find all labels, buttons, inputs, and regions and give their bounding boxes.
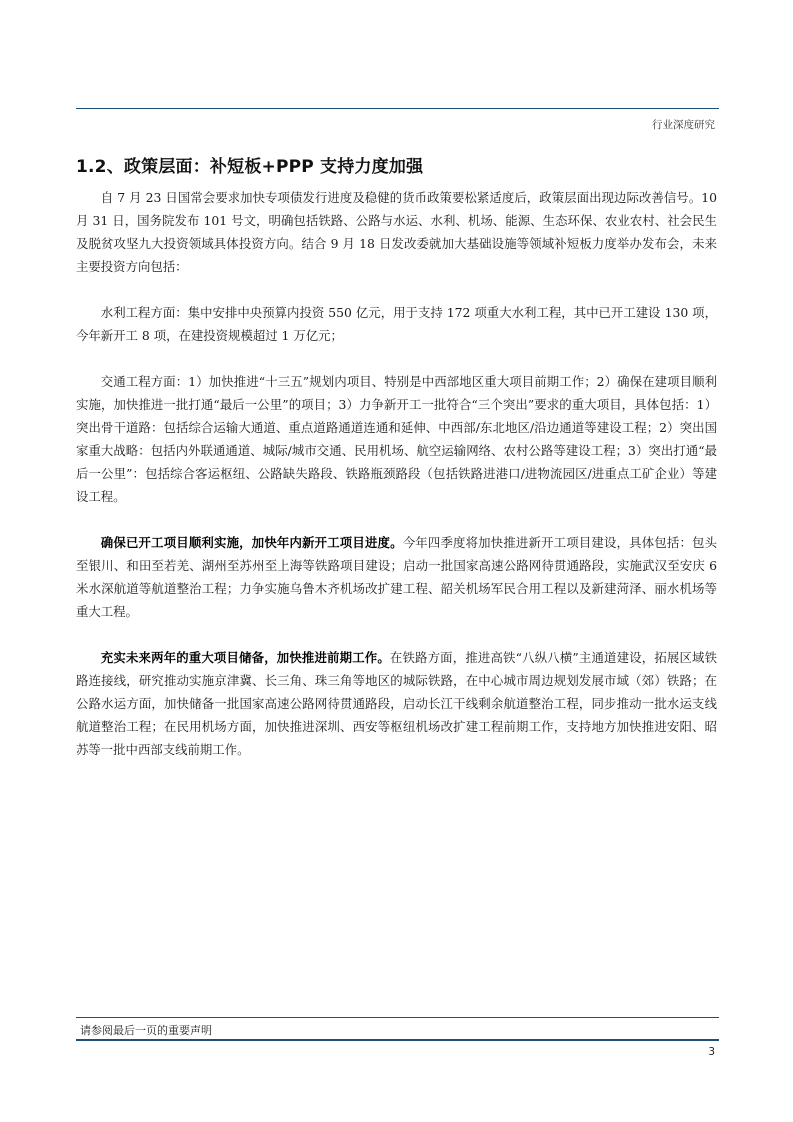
water-conservancy-paragraph: 水利工程方面：集中安排中央预算内投资 550 亿元，用于支持 172 项重大水利工程，其中已开工建设 130 项，今年新开工 8 项，在建投资规模超过 1 万亿元； <box>76 305 717 343</box>
footer-rule <box>76 1017 719 1018</box>
disclaimer-note: 请参阅最后一页的重要声明 <box>80 1024 212 1037</box>
intro-paragraph: 自 7 月 23 日国常会要求加快专项债发行进度及稳健的货币政策要松紧适度后，政策层面出现边际改善信号。10 月 31 日，国务院发布 101 号文，明确包括铁路、公路与水运、水利、机场、能源、生态环保、农业农村、社会民生及脱贫攻坚九大投资领域具体投资方向。结合 9 月 18 日发改委就加大基础设施等领域补短板力度举办发布会，未来主要投资方向包括： <box>76 190 717 274</box>
body-content <box>76 186 717 784</box>
ongoing-projects-text: 今年四季度将加快推进新开工项目建设，具体包括：包头至银川、和田至若羌、湖州至苏州至上海等铁路项目建设；启动一批国家高速公路网待贯通路段，实施武汉至安庆 6 米水深航道等航道整治工程；力争实施乌鲁木齐机场改扩建工程、韶关机场军民合用工程以及新建菏泽、丽水机场等重大工程。 <box>76 535 717 619</box>
section-title: 1.2、政策层面：补短板+PPP 支持力度加强 <box>76 157 424 177</box>
footer-thick-rule <box>76 1039 719 1041</box>
page-number: 3 <box>708 1046 715 1058</box>
project-reserve-text: 在铁路方面，推进高铁“八纵八横”主通道建设，拓展区域铁路连接线，研究推动实施京津冀、长三角、珠三角等地区的城际铁路，在中心城市周边规划发展市域（郊）铁路；在公路水运方面，加快储备一批国家高速公路网待贯通路段，启动长江干线剩余航道整治工程，同步推动一批水运支线航道整治工程；在民用机场方面，加快推进深圳、西安等枢纽机场改扩建工程前期工作，支持地方加快推进安阳、昭苏等一批中西部支线前期工作。 <box>76 650 718 757</box>
ongoing-projects-lead: 确保已开工项目顺利实施，加快年内新开工项目进度。 <box>100 535 403 550</box>
report-type-label: 行业深度研究 <box>652 119 715 131</box>
project-reserve-lead: 充实未来两年的重大项目储备，加快推进前期工作。 <box>100 650 390 665</box>
transport-paragraph: 交通工程方面：1）加快推进“十三五”规划内项目、特别是中西部地区重大项目前期工作；2）确保在建项目顺利实施，加快推进一批打通“最后一公里”的项目；3）力争新开工一批符合“三个突出”要求的重大项目，具体包括：1）突出骨干道路：包括综合运输大通道、重点道路通道连通和延伸、中西部/东北地区/沿边通道等建设工程；2）突出国家重大战略：包括内外联通通道、城际/城市交通、民用机场、航空运输网络、农村公路等建设工程；3）突出打通“最后一公里”：包括综合客运枢纽、公路缺失路段、铁路瓶颈路段（包括铁路进港口/进物流园区/进重点工矿企业）等建设工程。 <box>76 374 717 504</box>
ongoing-projects-paragraph <box>76 531 717 623</box>
project-reserve-paragraph <box>76 646 717 761</box>
header-rule <box>76 108 719 109</box>
